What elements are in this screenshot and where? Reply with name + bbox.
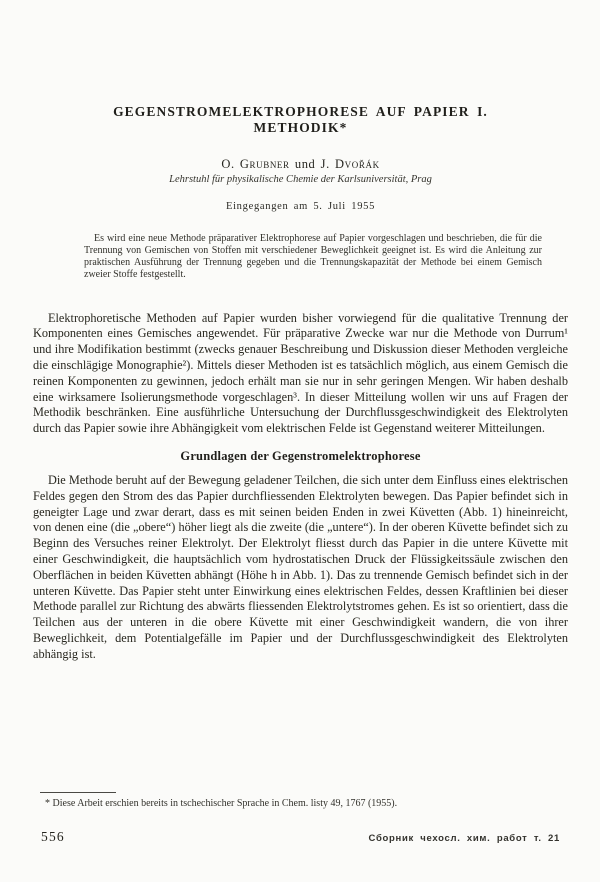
authors-line <box>33 157 568 172</box>
journal-reference: Сборник чехосл. хим. работ т. 21 <box>368 833 560 844</box>
article-title <box>33 104 568 135</box>
authors-connector: und <box>289 157 321 171</box>
affiliation: Lehrstuhl für physikalische Chemie der Karlsuniversität, Prag <box>169 174 432 185</box>
author-1: O. Grubner <box>221 157 290 171</box>
received-date: Eingegangen am 5. Juli 1955 <box>225 201 376 212</box>
abstract: Es wird eine neue Methode präparativer Elektrophorese auf Papier vorgeschlagen und beschrieben, die für die Trennung von Gemischen von Stoffen mit verschiedener Beweglichkeit geeignet ist. Es wird die Anleitung zur praktischen Ausführung der Trennung gegeben und die Trennungskapazität der Methode bei einem Gemisch zweier Stoffe festgestellt. <box>84 233 542 280</box>
article-title-line-1: GEGENSTROMELEKTROPHORESE AUF PAPIER I. <box>113 104 488 119</box>
body-paragraph-1: Elektrophoretische Methoden auf Papier wurden bisher vorwiegend für die qualitative Trennung der Komponenten eines Gemisches angewendet. Für präparative Zwecke war nur die Methode von Durrum¹ und ihre Modifikation bestimmt (zwecks genauer Beschreibung und Diskussion dieser Methoden vergleiche die einschlägige Monographie²). Mittels dieser Methoden ist es tatsächlich möglich, aus einem Gemisch die reinen Komponenten zu gewinnen, jedoch erhält man sie nur in sehr geringen Mengen. Wir haben deshalb eine wirksamere Isolierungsmethode vorgeschlagen³. In dieser Mitteilung wollen wir uns auf Fragen der Methodik beschränken. Eine ausführliche Untersuchung der Durchflussgeschwindigkeit des Elektrolyten durch das Papier sowie ihre Abhängigkeit vom elektrischen Felde ist Gegenstand weiterer Mitteilungen. <box>33 310 568 436</box>
footnote: * Diese Arbeit erschien bereits in tschechischer Sprache in Chem. listy 49, 1767 (1955). <box>45 798 398 809</box>
page-number: 556 <box>41 829 65 844</box>
article-title-line-2: METHODIK* <box>253 119 348 135</box>
section-heading: Grundlagen der Gegenstromelektrophorese <box>180 449 421 463</box>
author-2: J. Dvořák <box>320 157 380 171</box>
footnote-divider <box>40 792 116 793</box>
body-paragraph-2: Die Methode beruht auf der Bewegung geladener Teilchen, die sich unter dem Einfluss eines elektrischen Feldes gegen den Strom des das Papier durchfliessenden Elektrolyten bewegen. Das Papier befindet sich in geneigter Lage und zwar derart, dass es mit seinen beiden Enden in zwei Küvetten (Abb. 1) hineinreicht, von denen eine (die „obere“) höher liegt als die zweite (die „untere“). In der oberen Küvette befindet sich zu Beginn des Versuches reiner Elektrolyt. Der Elektrolyt fliesst durch das Papier in die untere Küvette mit einer Geschwindigkeit, die hauptsächlich vom hydrostatischen Druck der Flüssigkeitssäule zwischen den Oberflächen in beiden Küvetten abhängt (Höhe h in Abb. 1). Das zu trennende Gemisch befindet sich in der unteren Küvette. Das Papier steht unter Einwirkung eines elektrischen Feldes, dessen Kraftlinien bei dieser Methode parallel zur Richtung des abwärts fliessenden Elektrolytstromes gehen. Es ist so orientiert, dass die Teilchen aus der unteren in die obere Küvette mit einer Geschwindigkeit wandern, die von ihrer Beweglichkeit, dem Potentialgefälle im Papier und der Durchflussgeschwindigkeit des Elektrolyten abhängig ist. <box>33 473 568 661</box>
